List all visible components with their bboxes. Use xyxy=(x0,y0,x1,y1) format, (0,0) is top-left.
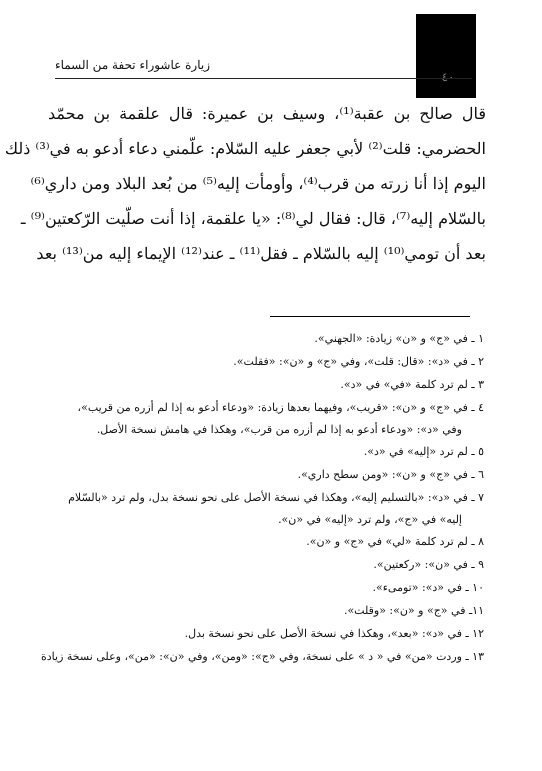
footnote xyxy=(44,464,484,487)
header-rule xyxy=(55,78,472,79)
footnote-text: ١٠ ـ في «د»: «تومىء». xyxy=(372,581,484,594)
footnote-text: ٤ ـ في «ج» و «ن»: «قريب»، وفيهما بعدها زيادة: «ودعاء أدعو به إذا لم أزره من قريب»، xyxy=(77,401,484,414)
footnote xyxy=(41,646,484,669)
redaction-block xyxy=(416,14,476,98)
footnote-text: ٢ ـ في «د»: «قال: قلت»، وفي «ج» و «ن»: «فقلت». xyxy=(233,355,484,368)
footnote-separator xyxy=(270,316,470,317)
footnote-text: ٥ ـ لم ترد «إليه» في «د». xyxy=(363,445,484,458)
footnote-text: ١٢ ـ في «د»: «بعد»، وهكذا في نسخة الأصل على نحو نسخة بدل. xyxy=(184,627,484,640)
footnote xyxy=(44,487,484,531)
footnote-text: ٣ ـ لم ترد كلمة «في» في «د». xyxy=(340,378,484,391)
body-line: الحضرمي: قلت⁽²⁾ لأبي جعفر عليه السّلام: علّمني دعاء أدعو به في⁽³⁾ ذلك xyxy=(4,139,486,158)
footnote-text: ٧ ـ في «د»: «بالتسليم إليه»، وهكذا في نسخة الأصل على نحو نسخة بدل، ولم ترد «بالسّلام xyxy=(68,491,484,504)
footnote-text: ١١ـ في «ج» و «ن»: «وقلت». xyxy=(343,604,484,617)
footnote xyxy=(44,600,484,623)
footnote xyxy=(44,374,484,397)
footnote-text: ٦ ـ في «ج» و «ن»: «ومن سطح داري». xyxy=(297,468,484,481)
footnote-continuation: وفي «د»: «ودعاء أدعو به إذا لم أزره من قرب»، وهكذا في هامش نسخة الأصل. xyxy=(96,423,462,436)
footnotes-list xyxy=(41,328,484,669)
running-header-title: زيارة عاشوراء تحفة من السماء xyxy=(54,58,210,72)
body-line: قال صالح بن عقبة⁽¹⁾، وسيف بن عميرة: قال علقمة بن محمّد xyxy=(48,104,486,123)
footnote xyxy=(44,328,484,351)
footnote-text: ١ ـ في «ج» و «ن» زيادة: «الجهني». xyxy=(314,332,484,345)
footnote xyxy=(44,623,484,646)
footnote-continuation: إليه» في «ج»، ولم ترد «إليه» في «ن». xyxy=(278,513,462,526)
page-number: ٤٠ xyxy=(441,70,455,84)
footnote xyxy=(44,531,484,554)
footnote-text: ٨ ـ لم ترد كلمة «لي» في «ج» و «ن». xyxy=(306,535,484,548)
footnote xyxy=(44,351,484,374)
body-line: اليوم إذا أنا زرته من قرب⁽⁴⁾، وأومأت إليه⁽⁵⁾ من بُعد البلاد ومن داري⁽⁶⁾ xyxy=(30,174,486,193)
body-text xyxy=(4,96,486,271)
footnote xyxy=(44,441,484,464)
footnote xyxy=(44,577,484,600)
footnote xyxy=(44,554,484,577)
footnote-text: ١٣ ـ وردت «من» في « د » على نسخة، وفي «ج»: «ومن»، وفي «ن»: «من»، وعلى نسخة زيادة xyxy=(41,650,484,663)
body-line: بعد أن تومي⁽¹⁰⁾ إليه بالسّلام ـ فقل⁽¹¹⁾ ـ عند⁽¹²⁾ الإيماء إليه من⁽¹³⁾ بعد xyxy=(36,244,486,263)
body-line: بالسّلام إليه⁽⁷⁾، قال: فقال لي⁽⁸⁾: «يا علقمة، إذا أنت صلّيت الرّكعتين⁽⁹⁾ ـ xyxy=(20,209,486,228)
footnote-text: ٩ ـ في «ن»: «ركعتين». xyxy=(373,558,484,571)
footnote xyxy=(44,397,484,441)
